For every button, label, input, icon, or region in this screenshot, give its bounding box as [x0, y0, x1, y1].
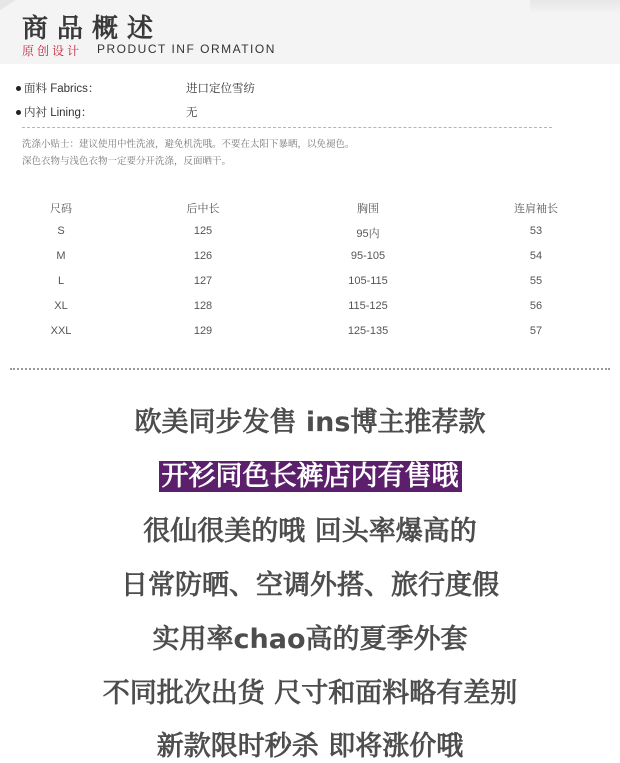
table-cell: 56 — [529, 300, 543, 312]
table-cell: XL — [54, 300, 68, 312]
table-cell: 95内 — [356, 228, 380, 240]
table-header-cell: 后中长 — [186, 203, 220, 215]
promo-line: 不同批次出货 尺寸和面料略有差别 — [102, 678, 518, 709]
table-header-cell: 连肩袖长 — [514, 203, 558, 215]
lining-value: 无 — [186, 105, 198, 119]
table-header-row — [0, 200, 620, 222]
table-cell: 126 — [193, 250, 213, 262]
section-subtitle-cn: 原创设计 — [22, 44, 83, 58]
table-row — [0, 250, 620, 272]
table-row — [0, 225, 620, 247]
lining-label-row — [16, 104, 92, 120]
promo-line: 很仙很美的哦 回头率爆高的 — [143, 516, 477, 547]
promo-line: 实用率chao高的夏季外套 — [152, 624, 468, 655]
table-cell: 129 — [193, 325, 213, 337]
table-cell: 57 — [529, 325, 543, 337]
table-cell: 115-125 — [348, 300, 388, 312]
promo-line: 欧美同步发售 ins博主推荐款 — [134, 407, 486, 438]
table-cell: 55 — [529, 275, 543, 287]
promo-line-highlight: 开衫同色长裤店内有售哦 — [159, 461, 462, 492]
fabric-label: 面料 Fabrics： — [24, 83, 100, 95]
table-row — [0, 325, 620, 347]
lining-label: 内衬 Lining： — [24, 107, 93, 119]
table-cell: 53 — [529, 225, 543, 237]
table-header-cell: 胸围 — [357, 203, 379, 215]
table-cell: 54 — [529, 250, 543, 262]
header-corner-decoration — [0, 0, 16, 10]
table-cell: XXL — [50, 325, 72, 337]
table-row — [0, 300, 620, 322]
table-cell: 125-135 — [347, 325, 389, 337]
promo-line: 日常防晒、空调外搭、旅行度假 — [121, 570, 499, 601]
table-header-cell: 尺码 — [50, 203, 72, 215]
wash-tip-line: 深色衣物与浅色衣物一定要分开洗涤，反面晒干。 — [22, 156, 232, 167]
table-cell: 128 — [193, 300, 213, 312]
bullet-dot-icon — [16, 110, 21, 115]
table-cell: 125 — [193, 225, 213, 237]
divider-dotted — [10, 368, 610, 370]
promo-line-highlight-wrap — [0, 454, 620, 493]
fabric-value: 进口定位雪纺 — [186, 81, 255, 95]
divider-dashed — [22, 127, 552, 128]
section-header — [0, 0, 620, 64]
section-title: 商品概述 — [22, 14, 163, 44]
promo-line: 新款限时秒杀 即将涨价哦 — [156, 731, 464, 762]
fabric-label-row — [16, 80, 99, 96]
bullet-dot-icon — [16, 86, 21, 91]
section-subtitle-en: PRODUCT INF ORMATION — [97, 42, 276, 56]
wash-tip-line: 洗涤小贴士：建议使用中性洗液，避免机洗哦。不要在太阳下暴晒，以免褪色。 — [22, 139, 355, 150]
table-cell: L — [57, 275, 65, 287]
table-cell: 105-115 — [348, 275, 388, 287]
header-corner-decoration-right — [530, 0, 620, 14]
table-cell: 95-105 — [350, 250, 386, 262]
table-cell: S — [57, 225, 65, 237]
table-cell: 127 — [193, 275, 213, 287]
table-row — [0, 275, 620, 297]
table-cell: M — [56, 250, 66, 262]
